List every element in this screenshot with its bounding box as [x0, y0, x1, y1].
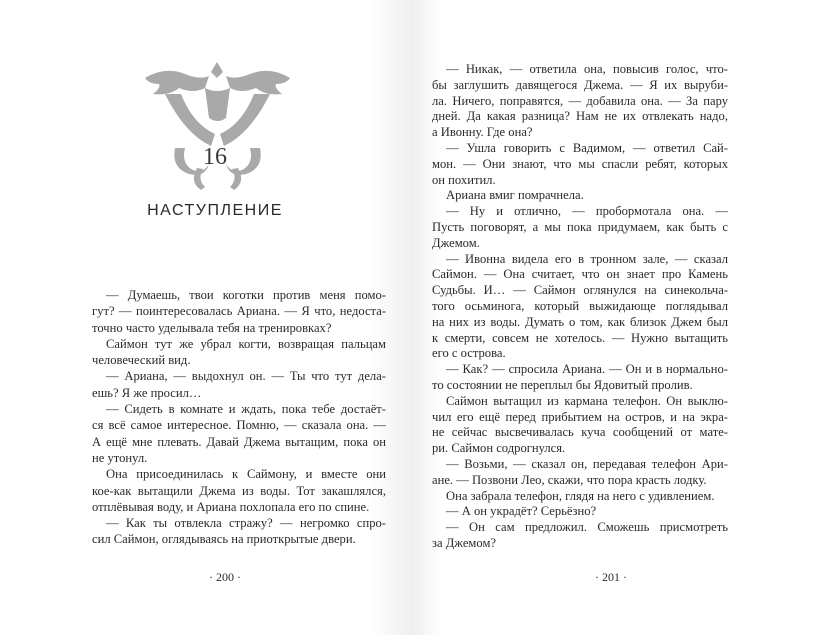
- paragraph: [432, 457, 728, 489]
- text-line: на них из воды. Думать о том, как близок Джем был: [432, 314, 728, 329]
- text-line: Саймон. — Она считает, что он знает про Камень: [432, 267, 728, 282]
- text-line: за Джемом?: [432, 535, 497, 550]
- text-line: ане. — Позвони Лео, скажи, что пора красть лодку.: [432, 472, 707, 487]
- text-line: — Ушла говорить с Вадимом, — ответил Сай-: [446, 140, 728, 155]
- paragraph: [432, 188, 728, 204]
- chapter-number: 16: [203, 144, 227, 170]
- text-line: Она присоединилась к Саймону, и вместе они: [106, 467, 386, 482]
- right-page-text: [432, 62, 728, 552]
- text-line: Она забрала телефон, глядя на него с удивлением.: [446, 488, 715, 503]
- paragraph: [432, 520, 728, 552]
- text-line: он похитил.: [432, 172, 496, 187]
- text-line: Пусть поговорят, а мы пока придумаем, как быть с: [432, 219, 728, 234]
- text-line: кое-как вытащили Джема из воды. Тот закашлялся,: [92, 483, 386, 498]
- text-line: не сейчас высвечивалась куча сообщений от мате-: [432, 425, 728, 440]
- text-line: точно часто уделывала тебя на тренировках?: [92, 320, 332, 335]
- paragraph: [92, 466, 386, 515]
- text-line: дней. Да какая разница? Нам не их отвлекать надо,: [432, 109, 728, 124]
- text-line: А ещё мне плевать. Давай Джема вытащим, пока он: [92, 434, 386, 449]
- right-page: [410, 0, 820, 635]
- text-line: человеческий вид.: [92, 353, 191, 368]
- paragraph: [432, 252, 728, 363]
- chapter-title: НАСТУПЛЕНИЕ: [147, 202, 283, 219]
- heraldic-dragons-emblem-icon: [135, 58, 300, 193]
- text-line: Ариана вмиг помрачнела.: [446, 188, 584, 203]
- text-line: бы заглушить давящегося Джема. — Я их выруби-: [432, 77, 728, 92]
- text-line: то состоянии не переплыл бы Ядовитый пролив.: [432, 377, 693, 392]
- text-line: — Думаешь, твои коготки против меня помо-: [106, 288, 386, 302]
- left-page-text: [92, 287, 386, 548]
- text-line: — Никак, — ответила она, повысив голос, что-: [446, 62, 728, 76]
- text-line: Саймон вытащил из кармана телефон. Он выклю-: [446, 393, 728, 408]
- text-line: — Ивонна видела его в тронном зале, — сказал: [446, 251, 728, 266]
- text-line: к смерти, совсем не хотелось. — Нужно вытащить: [432, 330, 728, 345]
- text-line: ла. Ничего, поправятся, — добавила она. — За пару: [432, 93, 728, 108]
- text-line: Судьбы. И… — Саймон оглянулся на синекольча-: [432, 283, 728, 298]
- text-line: ешь? Я же просил…: [92, 385, 202, 400]
- text-line: — Ариана, — выдохнул он. — Ты что тут дела-: [106, 369, 386, 384]
- paragraph: [432, 504, 728, 520]
- paragraph: [92, 401, 386, 466]
- paragraph: [432, 62, 728, 141]
- paragraph: [92, 515, 386, 548]
- text-line: — Как? — спросила Ариана. — Он и в нормально-: [446, 362, 728, 377]
- text-line: гут? — поинтересовалась Ариана. — Я что, недоста-: [92, 304, 386, 319]
- text-line: мон. — Они знают, что мы спасли ребят, которых: [432, 156, 728, 171]
- text-line: а Ивонну. Где она?: [432, 125, 533, 140]
- text-line: — Сидеть в комнате и ждать, пока тебе достаёт-: [106, 402, 386, 417]
- paragraph: [432, 141, 728, 188]
- text-line: того осьминога, который выжидающе поглядывал: [432, 298, 728, 313]
- text-line: — А он украдёт? Серьёзно?: [446, 504, 597, 519]
- page-number-left: · 200 ·: [209, 570, 241, 584]
- paragraph: [432, 394, 728, 457]
- paragraph: [432, 489, 728, 505]
- text-line: — Как ты отвлекла стражу? — негромко спро-: [106, 516, 386, 531]
- paragraph: [92, 336, 386, 369]
- text-line: Саймон тут же убрал когти, возвращая пальцам: [106, 336, 386, 351]
- paragraph: [92, 287, 386, 336]
- paragraph: [432, 204, 728, 251]
- text-line: сил Саймон, оглядываясь на приоткрытые двери.: [92, 532, 356, 547]
- text-line: — Ну и отлично, — пробормотала она. —: [446, 204, 728, 219]
- text-line: Джемом.: [432, 235, 480, 250]
- text-line: ся всё самое интересное. Помню, — сказала она. —: [92, 418, 386, 433]
- text-line: его с острова.: [432, 346, 506, 361]
- paragraph: [92, 368, 386, 401]
- text-line: отплёвывая воду, и Ариана похлопала его по спине.: [92, 499, 370, 514]
- text-line: — Он сам предложил. Сможешь присмотреть: [446, 520, 728, 535]
- text-line: не утонул.: [92, 450, 148, 465]
- text-line: ри. Саймон содрогнулся.: [432, 441, 566, 456]
- paragraph: [432, 362, 728, 394]
- text-line: — Возьми, — сказал он, передавая телефон Ари-: [446, 456, 728, 471]
- text-line: чил его ещё перед прибытием на остров, и на экра-: [432, 409, 728, 424]
- page-number-right: · 201 ·: [595, 570, 627, 584]
